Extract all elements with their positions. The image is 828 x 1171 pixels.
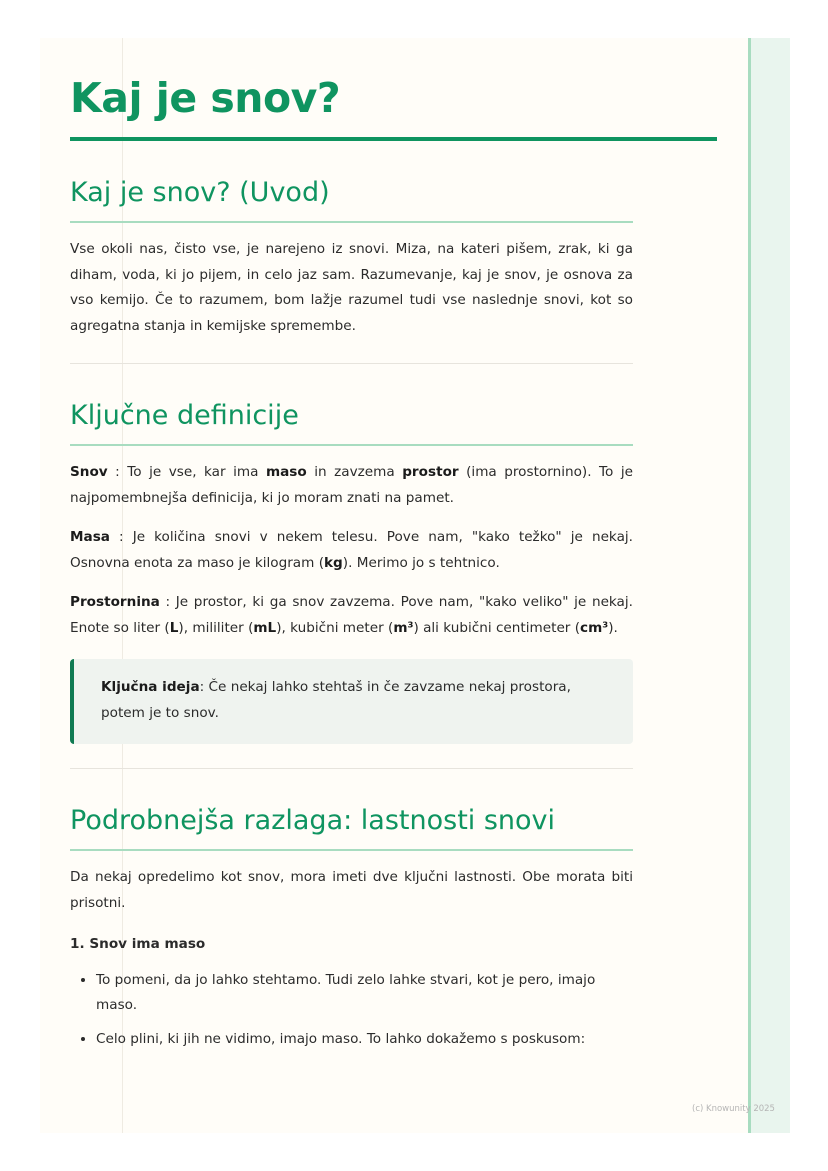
definition-prostornina: Prostornina : Je prostor, ki ga snov zavzema. Pove nam, "kako veliko" je nekaj. Enote so liter (L), mililiter (mL), kubični meter (m³) ali kubični centimeter (cm³). — [70, 594, 633, 636]
intro-paragraph: Vse okoli nas, čisto vse, je narejeno iz snovi. Miza, na kateri pišem, zrak, ki ga diham, voda, ki jo pijem, in celo jaz sam. Razumevanje, kaj je snov, je osnova za vso kemijo. Če to razumem, bom lažje razumel tudi vse naslednje snovi, kot so agregatna stanja in kemijske spremembe. — [70, 241, 633, 334]
key-idea-callout: Ključna ideja: Če nekaj lahko stehtaš in če zavzame nekaj prostora, potem je to snov. — [70, 659, 633, 744]
section-divider — [70, 363, 633, 364]
definition-snov: Snov : To je vse, kar ima maso in zavzema prostor (ima prostornino). To je najpomembnejša definicija, ki jo moram znati na pamet. — [70, 464, 633, 506]
mass-list — [70, 968, 633, 1053]
page-title: Kaj je snov? — [70, 74, 341, 122]
list-item: • To pomeni, da jo lahko stehtamo. Tudi zelo lahke stvari, kot je pero, imajo maso. — [96, 968, 633, 1019]
section-heading-intro: Kaj je snov? (Uvod) — [70, 173, 633, 223]
section-heading-definitions: Ključne definicije — [70, 396, 633, 446]
list-item: • Celo plini, ki jih ne vidimo, imajo maso. To lahko dokažemo s poskusom: — [96, 1027, 633, 1053]
properties-paragraph: Da nekaj opredelimo kot snov, mora imeti dve ključni lastnosti. Obe morata biti prisotni. — [70, 869, 633, 911]
side-strip — [748, 38, 790, 1133]
section-heading-properties: Podrobnejša razlaga: lastnosti snovi — [70, 801, 633, 851]
document-content — [70, 70, 633, 1052]
copyright-footer: (c) Knowunity 2025 — [692, 1104, 775, 1114]
section-divider — [70, 768, 633, 769]
definition-masa: Masa : Je količina snovi v nekem telesu. Pove nam, "kako težko" je nekaj. Osnovna enota za maso je kilogram (kg). Merimo jo s tehtnico. — [70, 529, 633, 571]
subheading-mass: 1. Snov ima maso — [70, 936, 206, 952]
title-divider — [70, 137, 717, 141]
